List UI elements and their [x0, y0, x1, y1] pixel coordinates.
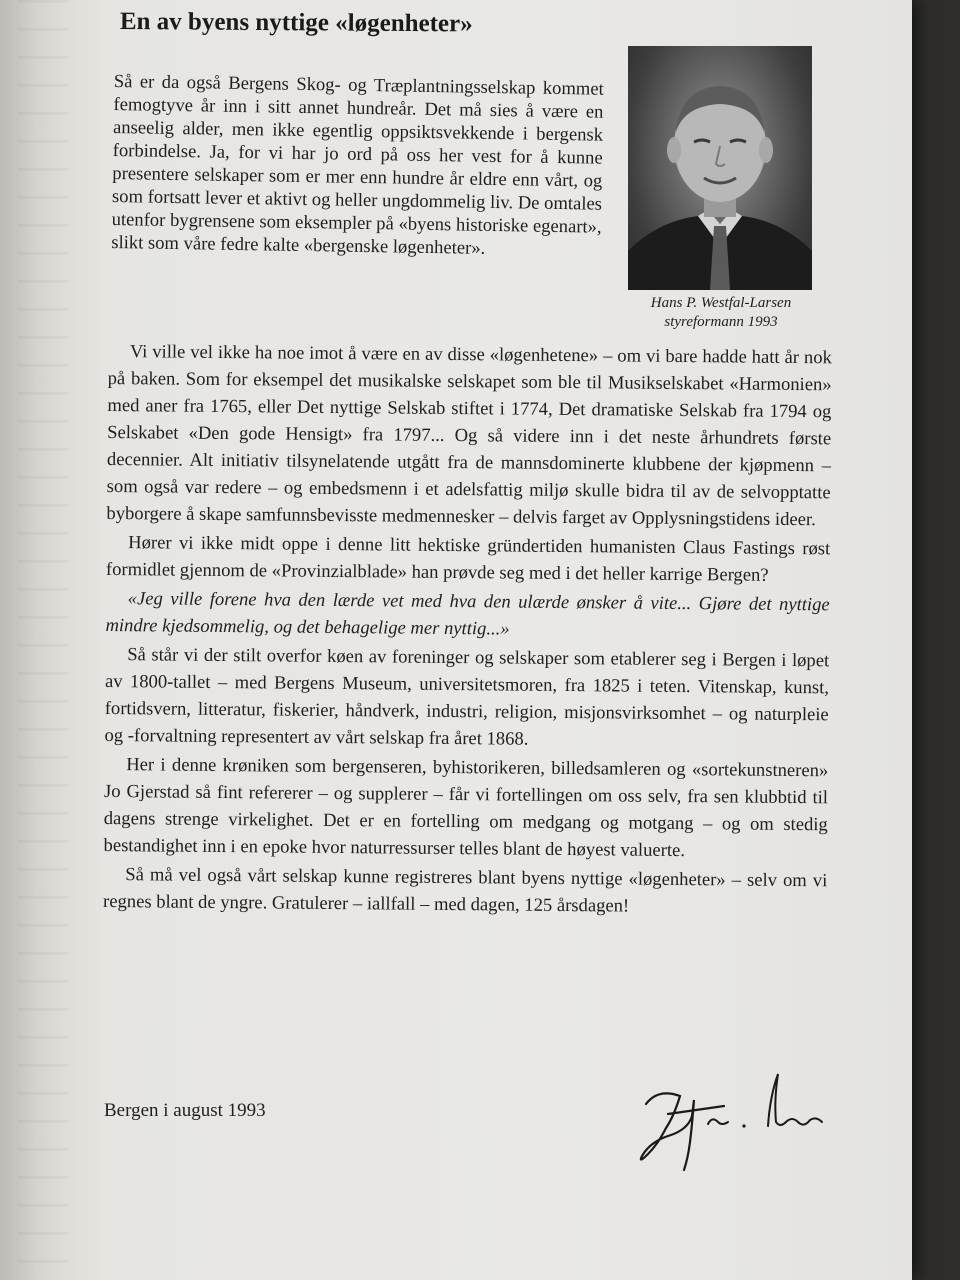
- intro-column: [111, 70, 604, 262]
- caption-role: styreformann 1993: [664, 314, 778, 330]
- paragraph-2: Hører vi ikke midt oppe i denne litt hektiske gründertiden humanisten Claus Fastings røst formidlet gjennom de «Provinzialblade» han prøvde seg med i det heller karrige Bergen?: [105, 532, 831, 586]
- paragraph-3: Så står vi der stilt overfor køen av foreninger og selskaper som etablerer seg i Bergen i løpet av 1800-tallet – med Bergens Museum, universitetsmoren, fra 1825 i teten. Vitenskap, kunst, fortidsvern, litteratur, fiskerier, håndverk, industri, religion, misjonsvirksomhet – og naturpleie og -forvaltning representert av vårt selskap fra året 1868.: [104, 644, 830, 750]
- paragraph-5: Så må vel også vårt selskap kunne registreres blant byens nyttige «løgenheter» – selv om vi regnes blant de yngre. Gratulerer – iallfall – med dagen, 125 årsdagen!: [102, 864, 828, 917]
- paragraph-1: Vi ville vel ikke ha noe imot å være en av disse «løgenhetene» – om vi bare hadde hatt år nok på baken. Som for eksempel det musikalske selskapet som ble til Musikselskabet «Harmonien» med aner fra 1765, eller Det nyttige Selskab stiftet i 1774, Det dramatiske Selskab fra 1794 og Selskabet «Den gode Hensigt» fra 1797... Og så videre inn i det neste århundrets første decennier. Alt initiativ tilsynelatende utgått fra de mannsdominerte klubbene der kjøpmenn – som også var redere – og embedsmenn i et adelsfattig miljø skulle bidra til av de selvopptatte byborgere å skape samfunnsbevisste medmennesker – delvis farget av Opplysningstidens ideer.: [106, 341, 832, 531]
- page-title: En av byens nyttige «løgenheter»: [119, 8, 473, 38]
- place-and-date: Bergen i august 1993: [104, 1100, 266, 1121]
- paragraph-4: Her i denne krøniken som bergenseren, byhistorikeren, billedsamleren og «sortekunstneren» Jo Gjerstad så fint refererer – og supplerer – får vi fortellingen om oss selv, fra sen klubbtid til dagens strenge virkelighet. Det er en fortelling om medgang og motgang – og om stedig bestandighet inn i en epoke hvor naturressurser telles blant de høyest valuerte.: [103, 754, 829, 862]
- quote-paragraph: «Jeg ville forene hva den lærde vet med hva den ulærde ønsker å vite... Gjøre det nyttige mindre kjedsommelig, og det behagelige mer nyttig...»: [105, 588, 830, 640]
- portrait-photo: [628, 46, 812, 290]
- body-text: [103, 338, 832, 923]
- portrait-caption: [628, 294, 814, 332]
- portrait-illustration: [628, 46, 812, 290]
- portrait-figure: [628, 46, 814, 332]
- page-bleed-through: [18, 0, 68, 1280]
- signature-image: [628, 1066, 828, 1176]
- caption-name: Hans P. Westfal-Larsen: [650, 295, 792, 311]
- intro-paragraph: Så er da også Bergens Skog- og Træplantningsselskap kommet femogtyve år inn i sitt annet hundreår. Det må sies å være en anseelig alder, men ikke egentlig oppsiktsvekkende i bergensk forbindelse. Ja, for vi har jo ord på oss her vest for å kunne presentere selskaper som er mer enn hundre år eldre enn vårt, og som fortsatt lever et aktivt og heller ungdommelig liv. De omtales utenfor bygrensene som eksempler på «byens historiske egenart», slikt som våre fedre kalte «bergenske løgenheter».: [111, 70, 604, 259]
